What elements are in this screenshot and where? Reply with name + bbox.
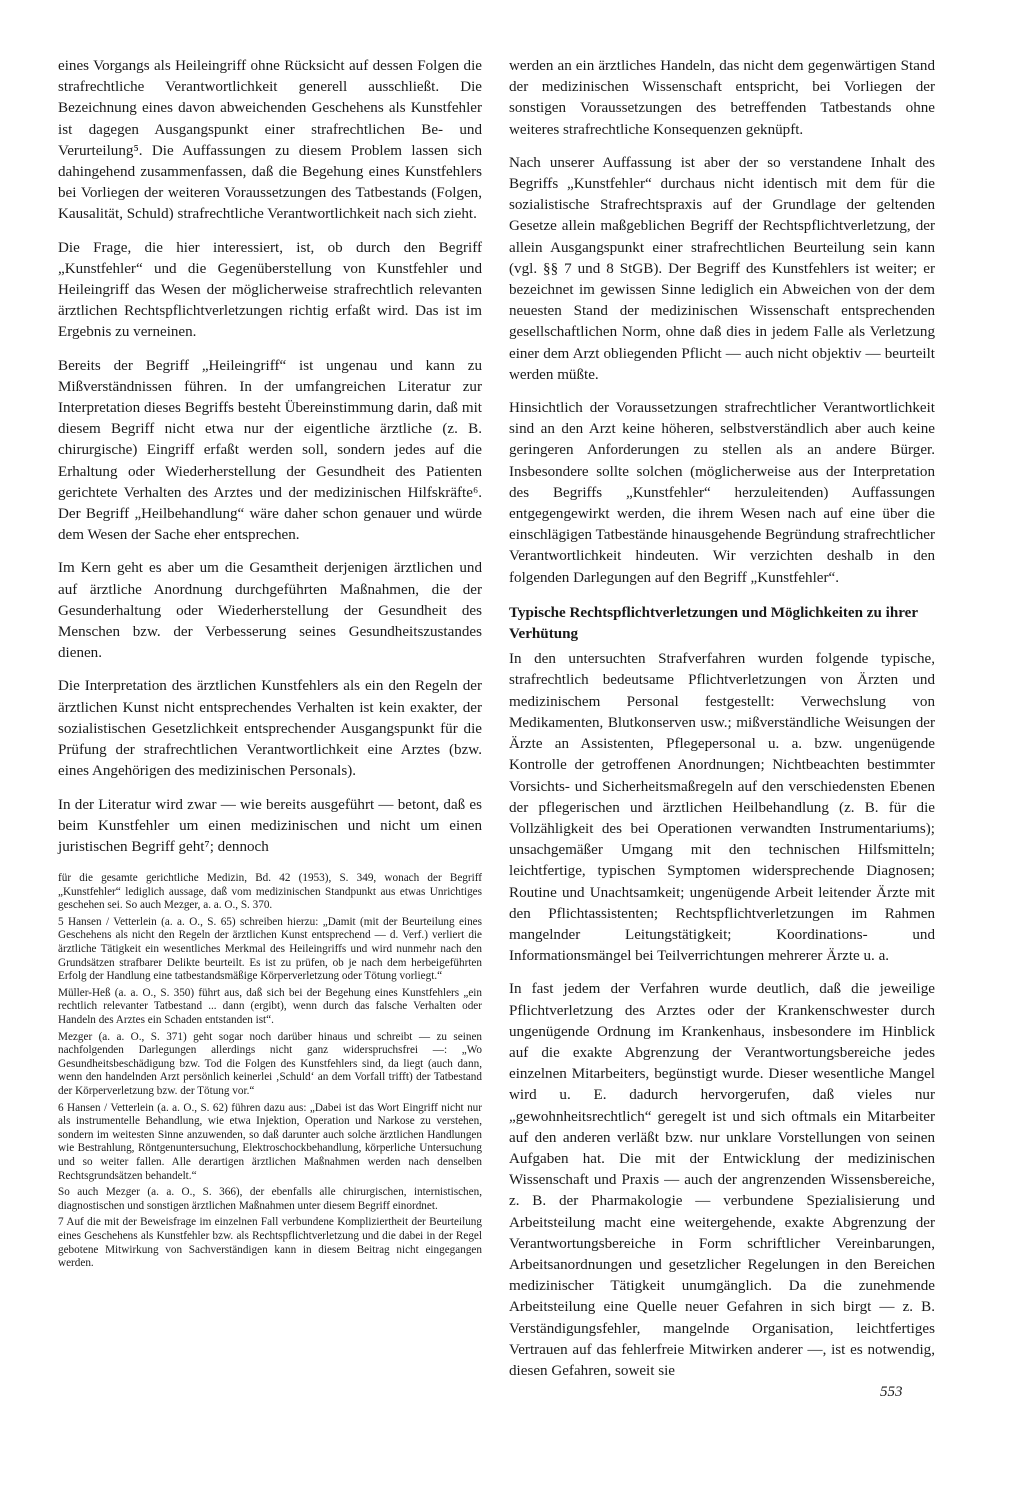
footnote: Müller-Heß (a. a. O., S. 350) führt aus, daß sich bei der Begehung eines Kunstfehlers „ein rechtlich relevanter Tatbestand ... dann (ergibt), wenn durch das falsche Verhalten oder Handeln des Arztes ein Schaden entstanden ist“. bbox=[58, 986, 482, 1027]
body-paragraph: Bereits der Begriff „Heileingriff“ ist ungenau und kann zu Mißverständnissen führen. In der umfangreichen Literatur zur Interpretation dieses Begriffs besteht Übereinstimmung darin, daß mit diesem Begriff nicht etwa nur der eigentliche ärztliche (z. B. chirurgische) Eingriff erfaßt werden soll, sondern jedes auf die Erhaltung oder Wiederherstellung der Gesundheit des Patienten gerichtete Verhalten des Arztes und der medizinischen Hilfskräfte⁶. Der Begriff „Heilbehandlung“ wäre daher schon genauer und würde dem Wesen der Sache eher entsprechen. bbox=[58, 357, 482, 544]
footnote: So auch Mezger (a. a. O., S. 366), der ebenfalls alle chirurgischen, internistischen, diagnostischen und sonstigen ärztlichen Maßnahmen unter diesem Begriff einordnet. bbox=[58, 1186, 482, 1212]
footnote: 7 Auf die mit der Beweisfrage im einzelnen Fall verbundene Kompliziertheit der Beurteilung eines Geschehens als Kunstfehler bzw. als Rechtspflichtverletzung und die dabei in der Regel gebotene Mitwirkung von Sachverständigen kann in diesem Beitrag nicht eingegangen werden. bbox=[58, 1216, 482, 1270]
right-column bbox=[509, 56, 935, 1394]
body-paragraph: In den untersuchten Strafverfahren wurden folgende typische, strafrechtlich bedeutsame Pflichtverletzungen von Ärzten und medizinischem Personal festgestellt: Verwechslung von Medikamenten, Blutkonserven usw.; mißverständliche Weisungen der Ärzte an Assistenten, Pflegepersonal u. a. bzw. ungenügende Kontrolle der getroffenen Anordnungen; Nichtbeachten bestimmter Vorsichts- und Sicherheitsmaßregeln auf den verschiedensten Ebenen der pflegerischen und ärztlichen Heilbehandlung (z. B. für die Vollzähligkeit des bei Operationen verwandten Instrumentariums); unsachgemäßer Umgang mit den technischen Hilfsmitteln; leichtfertige, typischen Symptomen widersprechende Diagnosen; Routine und Unachtsamkeit; ungenügende Arbeit leitender Ärzte mit den Pflichtassistenten; Rechtspflichtverletzungen im Rahmen mangelnder Leitungstätigkeit; Koordinations- und Informationsmängel bei Teilverrichtungen mehrerer Ärzte u. a. bbox=[509, 651, 935, 965]
body-paragraph: Nach unserer Auffassung ist aber der so verstandene Inhalt des Begriffs „Kunstfehler“ durchaus nicht identisch mit dem für die sozialistische Strafrechtspraxis auf der Grundlage der geltenden Gesetze allein maßgeblichen Begriff der Rechtspflichtverletzung, der allein Ausgangspunkt einer strafrechtlichen Beurteilung sein kann (vgl. §§ 7 und 8 StGB). Der Begriff des Kunstfehlers ist weiter; er bezeichnet im gewissen Sinne lediglich ein Abweichen von der dem neuesten Stand der medizinischen Wissenschaft entsprechenden gesellschaftlichen Norm, ohne daß dies in jedem Falle als Verletzung einer dem Arzt obliegenden Pflicht — auch nicht objektiv — beurteilt werden müßte. bbox=[509, 154, 935, 383]
footnote: 5 Hansen / Vetterlein (a. a. O., S. 65) schreiben hierzu: „Damit (mit der Beurteilung eines Geschehens als nicht den Regeln der ärztlichen Kunst entsprechend — d. Verf.) verliert die ärztliche Tätigkeit ein wesentliches Merkmal des Heileingriffs und wird nunmehr nach den Grundsätzen strafbarer Delikte beurteilt. Es ist zu prüfen, ob je nach dem herbeigeführten Erfolg der Handlung eine tatbestandsmäßige Körperverletzung oder Tötung vorliegt.“ bbox=[58, 915, 482, 983]
body-paragraph: In fast jedem der Verfahren wurde deutlich, daß die jeweilige Pflichtverletzung des Arztes oder der Krankenschwester durch ungenügende Ordnung im Krankenhaus, insbesondere im Hinblick auf die exakte Abgrenzung der Verantwortungsbereiche jedes einzelnen Mitarbeiters, begünstigt wurde. Dieser wesentliche Mangel wird u. E. dadurch hervorgerufen, daß vieles nur „gewohnheitsrechtlich“ geregelt ist und sich oftmals ein Mitarbeiter auf den anderen verläßt bzw. nur unklare Vorstellungen von seinen Aufgaben hat. Die mit der Entwicklung der medizinischen Wissenschaft und Praxis — auch der angrenzenden Wissensbereiche, z. B. der Pharmakologie — verbundene Spezialisierung und Arbeitsteilung macht eine weitergehende, exakte Abgrenzung der Verantwortungsbereiche in Form schriftlicher Vereinbarungen, Arbeitsanordnungen und gesetzlicher Regelungen in den Bereichen medizinischer Tätigkeit unumgänglich. Da die zunehmende Arbeitsteilung eine Quelle neuer Gefahren in sich birgt — z. B. Verständigungsfehler, mangelnde Organisation, leichtfertiges Vertrauen auf das fehlerfreie Mitwirken anderer —, ist es notwendig, diesen Gefahren, soweit sie bbox=[509, 981, 935, 1379]
footnote: 6 Hansen / Vetterlein (a. a. O., S. 62) führen dazu aus: „Dabei ist das Wort Eingriff nicht nur als instrumentelle Behandlung, wie etwa Injektion, Operation und Narkose zu verstehen, sondern im weitesten Sinne anzuwenden, so daß darunter auch solche ärztlichen Handlungen wie Bestrahlung, Röntgenuntersuchung, Elektroschockbehandlung, körperliche Untersuchung und so weiter fallen. Alle derartigen ärztlichen Maßnahmen werden nach denselben Rechtsgrundsätzen behandelt.“ bbox=[58, 1101, 482, 1182]
left-column bbox=[58, 56, 482, 1274]
page-number: 553 bbox=[880, 1384, 903, 1400]
body-paragraph: werden an ein ärztliches Handeln, das nicht dem gegenwärtigen Stand der medizinischen Wissenschaft entspricht, bei Vorliegen der sonstigen Voraussetzungen des betreffenden Tatbestands ohne weiteres strafrechtliche Konsequenzen geknüpft. bbox=[509, 58, 935, 138]
footnotes bbox=[58, 872, 482, 1271]
body-paragraph: Im Kern geht es aber um die Gesamtheit derjenigen ärztlichen und auf ärztliche Anordnung durchgeführten Maßnahmen, die der Gesunderhaltung oder Wiederherstellung der Gesundheit des Menschen bzw. der Verbesserung seines Gesundheitszustandes dienen. bbox=[58, 560, 482, 662]
body-paragraph: Die Frage, die hier interessiert, ist, ob durch den Begriff „Kunstfehler“ und die Gegenüberstellung von Kunstfehler und Heileingriff das Wesen der möglicherweise strafrechtlich relevanten ärztlichen Rechtspflichtverletzungen richtig erfaßt wird. Das ist im Ergebnis zu verneinen. bbox=[58, 239, 482, 341]
footnote: Mezger (a. a. O., S. 371) geht sogar noch darüber hinaus und schreibt — zu seinen nachfolgenden Darlegungen allerdings nicht ganz widerspruchsfrei —: „Wo Gesundheitsbeschädigung bzw. Tod die Folgen des Kunstfehlers sind, da liegt (auch dann, wenn den handelnden Arzt persönlich keinerlei ‚Schuld‘ an dem Vorfall trifft) der Tatbestand der Körperverletzung bzw. der Tötung vor.“ bbox=[58, 1030, 482, 1098]
body-paragraph: In der Literatur wird zwar — wie bereits ausgeführt — betont, daß es beim Kunstfehler um einen medizinischen und nicht um einen juristischen Begriff geht⁷; dennoch bbox=[58, 796, 482, 855]
footnote: für die gesamte gerichtliche Medizin, Bd. 42 (1953), S. 349, wonach der Begriff „Kunstfehler“ lediglich aussage, daß vom medizinischen Standpunkt aus etwas Unrichtiges geschehen sei. So auch Mezger, a. a. O., S. 370. bbox=[58, 872, 482, 912]
section-heading: Typische Rechtspflichtverletzungen und Möglichkeiten zu ihrer Verhütung bbox=[509, 604, 918, 643]
body-paragraph: Die Interpretation des ärztlichen Kunstfehlers als ein den Regeln der ärztlichen Kunst nicht entsprechendes Verhalten ist kein exakter, der sozialistischen Gesetzlichkeit entsprechender Ausgangspunkt für die Prüfung der strafrechtlichen Verantwortlichkeit eine Arztes (bzw. eines Angehörigen des medizinischen Personals). bbox=[58, 678, 482, 780]
body-paragraph: Hinsichtlich der Voraussetzungen strafrechtlicher Verantwortlichkeit sind an den Arzt keine höheren, selbstverständlich aber auch keine geringeren Anforderungen zu stellen als an andere Bürger. Insbesondere sollte solchen (möglicherweise aus der Interpretation des Begriffs „Kunstfehler“ herzuleitenden) Auffassungen entgegengewirkt werden, die ihrem Wesen nach auf eine über die einschlägigen Tatbestände hinausgehende Begründung strafrechtlicher Verantwortlichkeit hindeuten. Wir verzichten deshalb in den folgenden Darlegungen auf den Begriff „Kunstfehler“. bbox=[509, 400, 935, 586]
body-paragraph: eines Vorgangs als Heileingriff ohne Rücksicht auf dessen Folgen die strafrechtliche Verantwortlichkeit generell ausschließt. Die Bezeichnung eines davon abweichenden Geschehens als Kunstfehler ist dagegen Ausgangspunkt einer strafrechtlichen Be- und Verurteilung⁵. Die Auffassungen zu diesem Problem lassen sich dahingehend zusammenfassen, daß die Begehung eines Kunstfehlers bei Vorliegen der weiteren Voraussetzungen des Tatbestands (Folgen, Kausalität, Schuld) strafrechtliche Verantwortlichkeit nach sich zieht. bbox=[58, 58, 482, 223]
